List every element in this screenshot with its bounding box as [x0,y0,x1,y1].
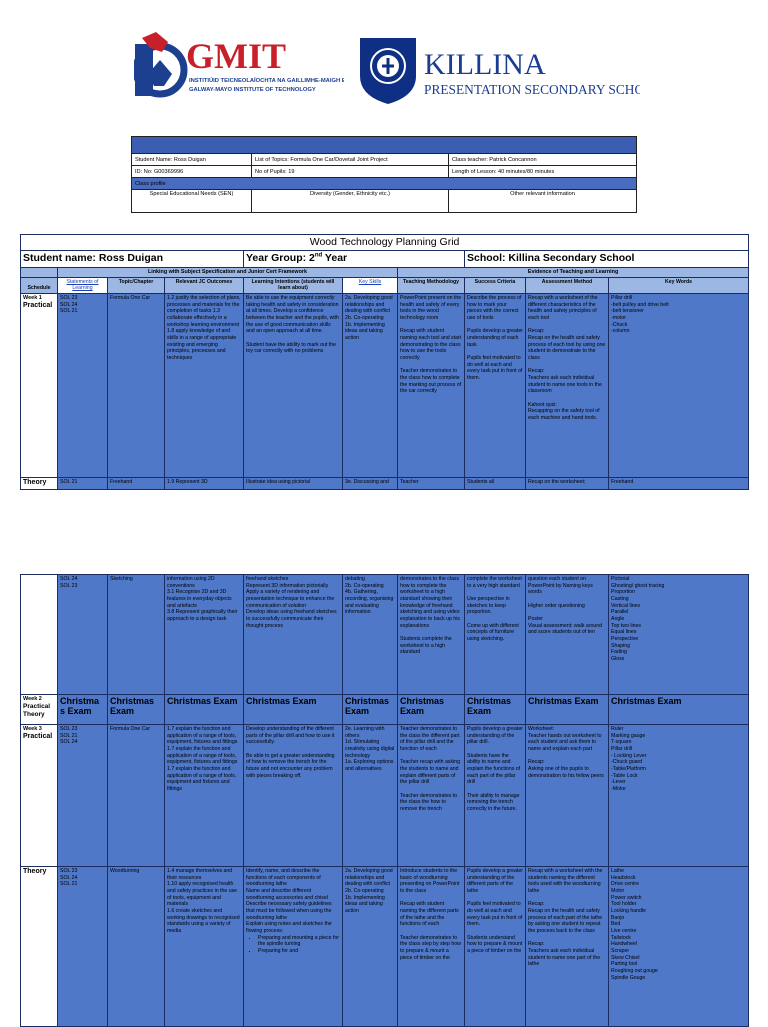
table-row [21,725,749,867]
sc-cell: Describe the process of how to mark your pieces with the correct use of tools Pupils develop a greater understanding of each task. Pupils feel motivated to do well at each and every task put in front of them. [465,294,526,478]
sol-cell: SOL 21 [58,478,108,490]
li-cell: Be able to use the equipment correctly taking health and safety in consideration at all times. Develop a confidence between the teacher and the pupils, with the use of good communication skills and an open approach at all time. Student have the ability to mark out the toy car correctly with no problems [244,294,343,478]
li-bullet: • Preparing for and [258,948,340,955]
col-topic: Topic/Chapter [108,277,165,293]
topic-cell: Woodturning [108,867,165,1027]
grid-year-group: Year Group: 2nd Year [244,251,465,267]
ks-cell: 2a. Developing good relationships and dealing with conflict 2b. Co-operating 1b. Implementing ideas and taking action [343,867,398,1027]
am-cell: Worksheet: Teacher hands out worksheet to each student and ask them to name and explain each part Recap: Asking one of the pupils to demonstration to his fellow peers [526,725,609,867]
sol-cell: SOL 23 SOL 21 SOL 24 [58,725,108,867]
ks-cell: 2e. Learning with others 1d. Stimulating creativity using digital technology 1a. Exploring options and alternatives [343,725,398,867]
schedule-cell: Week 2 Practical Theory [21,695,58,725]
col-key-skills[interactable]: Key Skills [343,277,398,293]
li-cell: Identify, name, and describe the functions of each components of woodturning lathe Name and describe different woodturning accessories and chisel Describe necessary safety guidelines that must be followed when using the woodturning lathe Explain using notes and sketches the flowing process: • Preparing and mounting a piece for the spindle turning • Preparing for and [244,867,343,1027]
planning-grid-part1 [20,234,749,490]
class-teacher-cell: Class teacher: Patrick Concannon [449,154,637,166]
gmit-logo [134,30,344,102]
table-row [21,867,749,1027]
svg-text:INSTITIÚID TEICNEOLAÍOCHTA NA: INSTITIÚID TEICNEOLAÍOCHTA NA GAILLIMHE-MAIGH EO [189,78,344,84]
li-cell: Illustrate idea using pictorial [244,478,343,490]
exam-cell: Christmas Exam [108,695,165,725]
linking-header: Linking with Subject Specification and Junior Cert Framework [58,267,398,277]
lesson-length-cell: Length of Lesson: 40 minutes/80 minutes [449,166,637,178]
table-row [21,575,749,695]
tm-cell: PowerPoint present on the health and safety of every tools in the wood technology room Recap with student naming each tool and start demonstrating to the class how to use the tools correctly Teacher demonstrates to the class how to complete the marking out process of the car correctly [398,294,465,478]
id-cell: ID: No: G00369996 [132,166,252,178]
schedule-cell: Theory [21,478,58,490]
col-jc-outcomes: Relevant JC Outcomes [165,277,244,293]
svg-text:GMIT: GMIT [186,36,287,76]
am-cell: question each student on PowerPoint by Naming keys words Higher order questioning Poster Visual assessment: walk around and score students out of ten [526,575,609,695]
student-info-table [131,136,637,213]
ks-cell: 2a. Developing good relationships and dealing with conflict 2b. Co-operating 1b. Implementing ideas and taking action [343,294,398,478]
svg-text:KILLINA: KILLINA [424,48,546,81]
sc-cell: complete the worksheet to a very high standard Use perspective in sketches to keep proportion. Come up with different concepts of furniture using sketching. [465,575,526,695]
table-row [21,478,749,490]
li-cell: Develop understanding of the different parts of the pillar drill and how to use it successfully. Be able to get a greater understanding of how to remove the trench for the future and not encounter any problem with pieces breaking off. [244,725,343,867]
exam-cell: Christmas Exam [343,695,398,725]
li-bullet: • Preparing and mounting a piece for the spindle turning [258,935,340,948]
pupils-cell: No of Pupils: 19 [252,166,449,178]
grid-student-name: Student name: Ross Duigan [21,251,244,267]
tm-cell: Introduce students to the basic of woodturning presenting on PowerPoint to the class Recap with student naming the different parts of the lathe and the functions of each Teacher demonstrates to the class step by step how to prepare & mount a piece of timber on the [398,867,465,1027]
sol-cell: SOL 23 SOL 24 SOL 21 [58,867,108,1027]
exam-cell: Christmas Exam [244,695,343,725]
grid-school: School: Killina Secondary School [465,251,749,267]
sc-cell: Pupils develop a greater understanding of the different parts of the lathe Pupils feel motivated to do well at each and every task put in front of them. Students understand how to prepare & mount a piece of timber on the [465,867,526,1027]
topic-cell: Sketching [108,575,165,695]
killina-logo [358,36,640,104]
topic-cell: Freehand [108,478,165,490]
planning-grid-part2 [20,574,749,1027]
am-cell: Recap with a worksheet of the different characteristics of the health and safety principles of each tool Recap: Recap on the health and safety process of each tool by using one student to demonstrate to the class Recap: Teachers ask each individual student to name one tools in the classroom Kahoot quiz: Recapping on the safety tool of each machine and hand tools. [526,294,609,478]
topics-cell: List of Topics: Formula One Car/Dovetail Joint Project [252,154,449,166]
am-cell: Recap on the worksheet; [526,478,609,490]
diversity-cell: Diversity (Gender, Ethnicity etc.) [252,190,449,213]
sc-cell: Students all [465,478,526,490]
exam-cell: Christmas Exam [526,695,609,725]
kw-cell: Lathe Headstock Drive centre Motor Power switch Tool holder Locking handle Banjo Bed Live centre Tailstock Handwheel Scraper Skew Chisel Parting tool Roughing out gouge Spindle Gouge [609,867,749,1027]
kw-cell: Pillar drill -belt pulley and drive belt -belt tensioner -motor -Chuck -column [609,294,749,478]
grid-title: Wood Technology Planning Grid [21,235,749,251]
ks-cell: 3e. Discussing and [343,478,398,490]
col-success-criteria: Success Criteria [465,277,526,293]
exam-cell: Christma s Exam [58,695,108,725]
topic-cell: Formula One Car [108,725,165,867]
svg-text:GALWAY-MAYO INSTITUTE OF TECHN: GALWAY-MAYO INSTITUTE OF TECHNOLOGY [189,87,316,93]
col-assessment-method: Assessment Method [526,277,609,293]
topic-cell: Formula One Car [108,294,165,478]
kw-cell: Ruler Marking gauge T-square Pillar drill - Locking Lever -Chuck guard -Table/Platform -Table Lock -Lever -Motor [609,725,749,867]
tm-cell: demonstrates to the class how to complete the worksheet to a high standard showing their knowledge of freehand sketching and using video explanation to back up his explanations Students complete the worksheet to a high standard [398,575,465,695]
li-cell: freehand sketches Represent 3D information pictorially Apply a variety of rendering and presentation technique to enhance the communication of solution Develop ideas using freehand sketches to successfully communicate their thought process [244,575,343,695]
jc-cell: 1.9 Represent 3D [165,478,244,490]
schedule-cell: Theory [21,867,58,1027]
exam-cell: Christmas Exam [165,695,244,725]
exam-cell: Christmas Exam [465,695,526,725]
exam-cell: Christmas Exam [609,695,749,725]
sol-cell: SOL 24 SOL 23 [58,575,108,695]
schedule-cell: Week 3 Practical [21,725,58,867]
svg-text:PRESENTATION SECONDARY SCHOOL: PRESENTATION SECONDARY SCHOOL [424,82,640,97]
jc-cell: 1.7 explain the function and application of a range of tools, equipment, fixtures and fittings 1.7 explain the function and application of a range of tools, equipment, fixtures and fittings 1.7 explain the function and application of a range of tools, equipment and fixtures and fittings [165,725,244,867]
col-key-words: Key Words [609,277,749,293]
class-profile-label: Class profile [132,178,637,190]
student-name-cell: Student Name: Ross Duigan [132,154,252,166]
sol-cell: SOL 23 SOL 24 SOL 21 [58,294,108,478]
schedule-cell: Week 1 Practical [21,294,58,478]
info-header-bar [132,137,637,154]
tm-cell: Teacher [398,478,465,490]
kw-cell: Pictorial Ghosting/ ghost tracing Proportion Casting Vertical lines Parallel Angle Top two lines Equal lines Perspective Shaping Fading Gloss [609,575,749,695]
sc-cell: Pupils develop a greater understanding of the pillar drill. Students have the ability to name and explain the functions of each part of the pillar drill Their ability to manage removing the trench correctly in the future. [465,725,526,867]
evidence-header: Evidence of Teaching and Learning [398,267,749,277]
col-schedule: Schedule [21,277,58,293]
kw-cell: Freehand [609,478,749,490]
sen-cell: Special Educational Needs (SEN) [132,190,252,213]
col-learning-intentions: Learning Intentions (students will learn about) [244,277,343,293]
col-teaching-methodology: Teaching Methodology [398,277,465,293]
tm-cell: Teacher demonstrates to the class the different part of the pillar drill and the function of each Teacher recap with asking the students to name and explain different parts of the pillar drill Teacher demonstrates to the class the how to remove the trench [398,725,465,867]
ks-cell: debating 2b. Co-operating 4b. Gathering, recording, organising and evaluating information [343,575,398,695]
am-cell: Recap with a worksheet with the students naming the different tools used with the woodturning lathe Recap: Recap on the health and safety process of each part of the lathe by asking one student to repeat the process back to the class Recap: Teachers ask each individual student to name one part of the lathe [526,867,609,1027]
exam-cell: Christmas Exam [398,695,465,725]
table-row-christmas [21,695,749,725]
other-info-cell: Other relevant information [449,190,637,213]
jc-cell: information using 2D conventions 3.1 Recognise 2D and 3D features in everyday objects and artefacts 3.8 Represent graphically their approach to a design task [165,575,244,695]
jc-cell: 1.2 justify the selection of plans, processes and materials for the completion of tasks 1.3 collaborate effectively in a workshop learning environment 1.8 apply knowledge of and skills in a range of appropriate existing and emerging principles, processes and techniques [165,294,244,478]
col-statements-of-learning[interactable]: Statements of Learning [58,277,108,293]
jc-cell: 1.4 manage themselves and their resources 1.10 apply recognised health and safety practices in the use of tools, equipment and materials 1.6 create sketches and working drawings to recognised standards using a variety of media [165,867,244,1027]
table-row [21,294,749,478]
